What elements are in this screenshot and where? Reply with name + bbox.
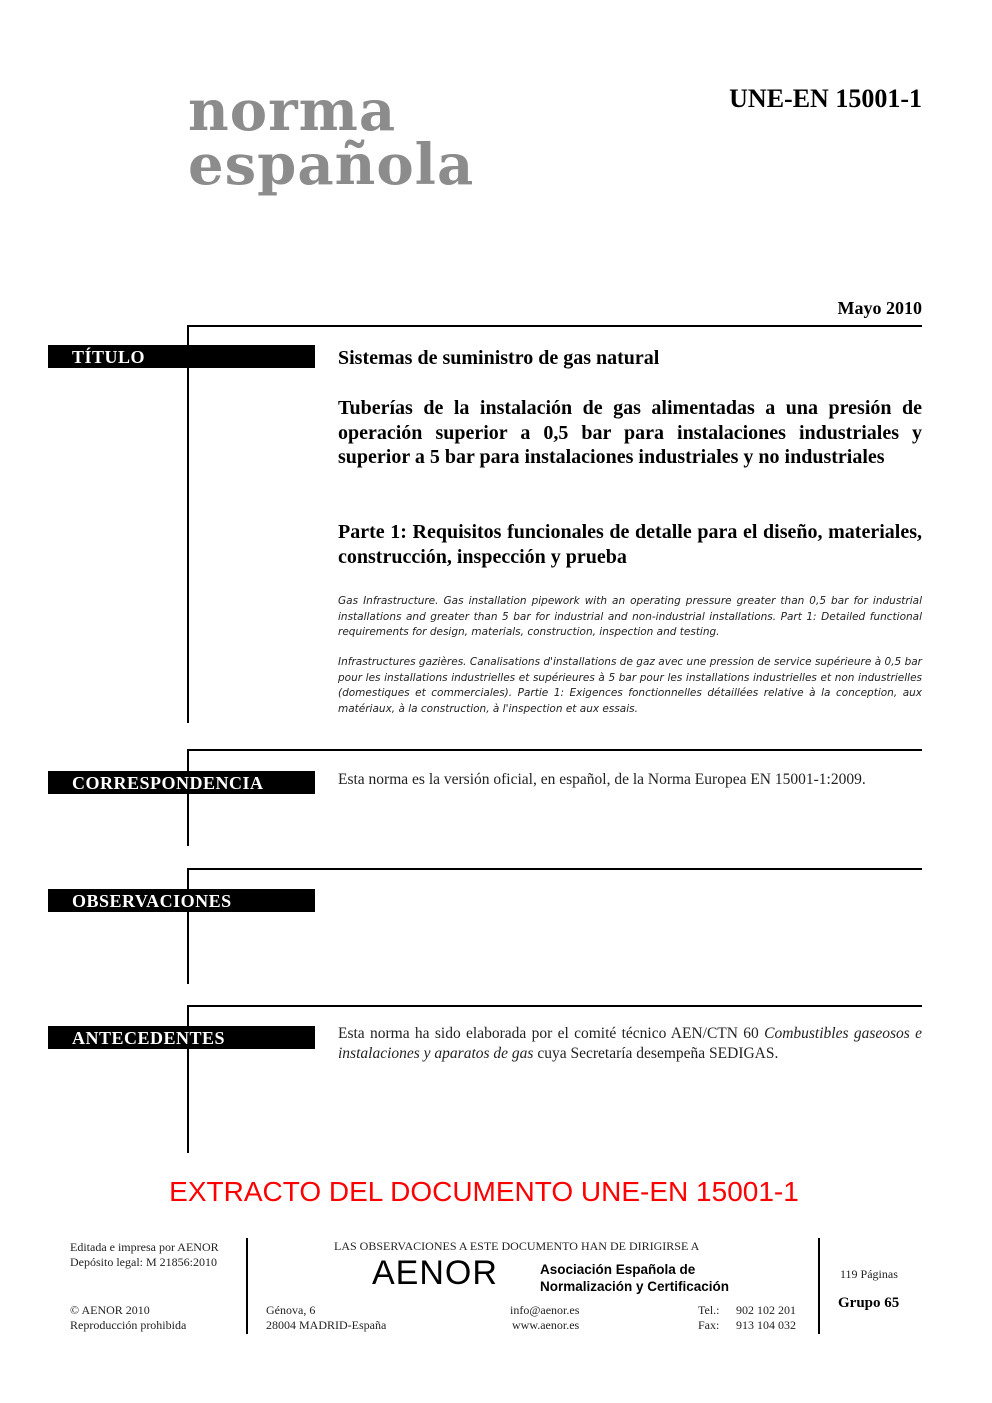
title-main: Sistemas de suministro de gas natural	[338, 347, 660, 369]
footer-address-2: 28004 MADRID-España	[266, 1318, 387, 1332]
antecedentes-text-start: Esta norma ha sido elaborada por el comité técnico AEN/CTN 60	[338, 1025, 765, 1042]
document-code: UNE-EN 15001-1	[729, 84, 922, 113]
aenor-logo	[372, 1254, 498, 1293]
extract-notice: EXTRACTO DEL DOCUMENTO UNE-EN 15001-1	[169, 1176, 799, 1207]
section-label-titulo: TÍTULO	[48, 345, 315, 368]
footer-tel: 902 102 201	[736, 1303, 796, 1317]
footer-group: Grupo 65	[838, 1295, 900, 1311]
footer-website[interactable]: www.aenor.es	[512, 1318, 580, 1332]
section-label-correspondencia: CORRESPONDENCIA	[48, 771, 315, 794]
publication-date: Mayo 2010	[837, 298, 922, 318]
footer-divider-left	[246, 1238, 248, 1334]
title-part: Parte 1: Requisitos funcionales de detalle para el diseño, materiales, construcción, inspección y prueba	[338, 521, 922, 568]
section-divider-antecedentes	[188, 1005, 922, 1007]
footer-copyright: © AENOR 2010	[70, 1303, 150, 1317]
section-rule-correspondencia	[187, 749, 189, 846]
footer-email[interactable]: info@aenor.es	[510, 1303, 580, 1317]
footer-deposit: Depósito legal: M 21856:2010	[70, 1255, 217, 1269]
correspondencia-text: Esta norma es la versión oficial, en español, de la Norma Europea EN 15001-1:2009.	[338, 771, 866, 788]
footer-tel-label: Tel.:	[698, 1303, 720, 1317]
footer-divider-right	[818, 1238, 820, 1334]
title-french: Infrastructures gazières. Canalisations d'installations de gaz avec une pression de service supérieure à 0,5 bar pour les installations industrielles et supérieures à 5 bar pour les installations industrielles et non industrielles (domestiques et commerciales). Partie 1: Exigences fonctionnelles détaillées relative à la conception, aux matériaux, à la construction, à l'inspection et aux essais.	[338, 656, 922, 715]
section-divider-correspondencia	[188, 749, 922, 751]
footer-edited: Editada e impresa por AENOR	[70, 1240, 219, 1254]
footer-observations-header: LAS OBSERVACIONES A ESTE DOCUMENTO HAN DE DIRIGIRSE A	[334, 1239, 700, 1253]
footer-address-1: Génova, 6	[266, 1303, 316, 1317]
aenor-logo-word: AENOR	[372, 1254, 498, 1292]
section-label-observaciones: OBSERVACIONES	[48, 889, 315, 912]
title-subtitle: Tuberías de la instalación de gas alimentadas a una presión de operación superior a 0,5 bar para instalaciones industriales y superior a 5 bar para instalaciones industriales y no industriales	[338, 397, 922, 468]
aenor-association-line-1: Asociación Española de	[540, 1262, 696, 1277]
brand-title	[188, 78, 588, 198]
section-rule-observaciones	[187, 868, 189, 984]
antecedentes-text	[338, 1024, 922, 1064]
brand-line-2: española	[188, 132, 475, 198]
title-english: Gas Infrastructure. Gas installation pipework with an operating pressure greater than 0,5 bar for industrial installations and greater than 5 bar for industrial and non-industrial installations. Part 1: Detailed functional requirements for design, materials, construction, inspection and testing.	[338, 595, 922, 638]
antecedentes-committee-name: Combustibles gaseosos e instalaciones y aparatos de gas	[338, 1025, 923, 1062]
footer-fax: 913 104 032	[736, 1318, 796, 1332]
footer-page-count: 119 Páginas	[840, 1267, 898, 1281]
footer-reproduction: Reproducción prohibida	[70, 1318, 187, 1332]
aenor-association	[540, 1261, 729, 1295]
section-divider-titulo	[188, 325, 922, 327]
footer-fax-label: Fax:	[698, 1318, 720, 1332]
section-rule-titulo	[187, 325, 189, 723]
section-label-antecedentes: ANTECEDENTES	[48, 1026, 315, 1049]
brand-line-1: norma	[188, 78, 397, 144]
antecedentes-text-end: cuya Secretaría desempeña SEDIGAS.	[533, 1045, 779, 1062]
aenor-association-line-2: Normalización y Certificación	[540, 1279, 730, 1294]
section-divider-observaciones	[188, 868, 922, 870]
